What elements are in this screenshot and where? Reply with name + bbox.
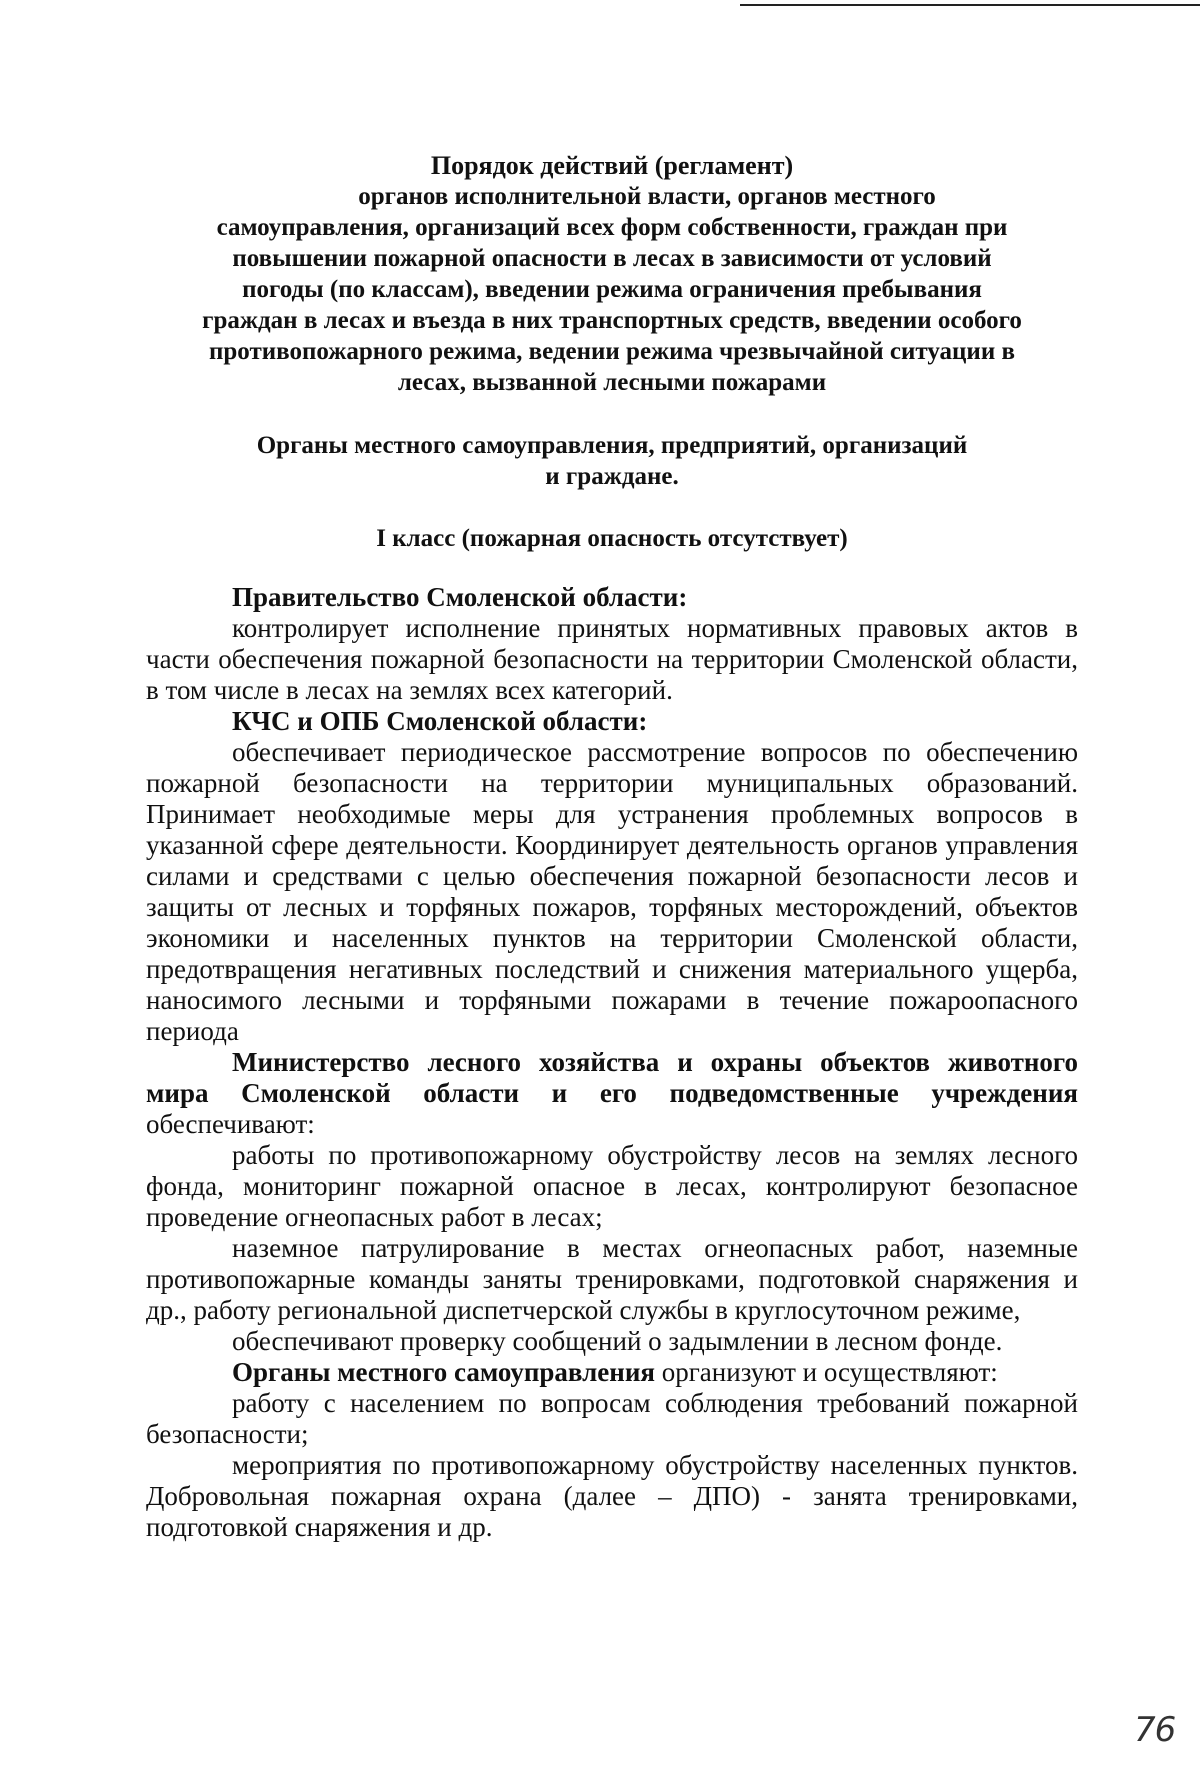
section-heading: Министерство лесного хозяйства и охраны объектов животного мира Смоленской области и его подведомственные учреждения: [146, 1047, 1078, 1108]
section-paragraph: обеспечивает периодическое рассмотрение вопросов по обеспечению пожарной безопасности на территории муниципальных образований. Принимает необходимые меры для устранения проблемных вопросов в указанной сфере деятельности. Координирует деятельность органов управления силами и средствами с целью обеспечения пожарной безопасности лесов и защиты от лесных и торфяных пожаров, торфяных месторождений, объектов экономики и населенных пунктов на территории Смоленской области, предотвращения негативных последствий и снижения материального ущерба, наносимого лесными и торфяными пожарами в течение пожароопасного периода: [146, 737, 1078, 1046]
document-page: [146, 150, 1078, 1543]
organizations-heading-line: Органы местного самоуправления, предприятий, организаций: [256, 432, 968, 459]
document-title: [146, 150, 1078, 398]
section-government: [146, 582, 1078, 706]
section-heading-tail: обеспечивают:: [146, 1109, 315, 1139]
scan-edge-line: [740, 4, 1200, 6]
title-line: самоуправления, организаций всех форм собственности, граждан при: [216, 214, 1008, 241]
title-line: граждан в лесах и въезда в них транспортных средств, введении особого: [202, 307, 1022, 334]
title-line: органов исполнительной власти, органов местного: [358, 183, 936, 210]
section-paragraph: работы по противопожарному обустройству лесов на землях лесного фонда, мониторинг пожарной опасное в лесах, контролируют безопасное проведение огнеопасных работ в лесах;: [146, 1140, 1078, 1232]
section-heading: Правительство Смоленской области:: [232, 582, 688, 612]
organizations-heading-line: и граждане.: [545, 463, 679, 490]
title-line: Порядок действий (регламент): [430, 151, 794, 180]
section-forestry-ministry: [146, 1047, 1078, 1357]
organizations-heading: [146, 430, 1078, 492]
section-heading-paragraph: [146, 1047, 1078, 1140]
title-line: лесах, вызванной лесными пожарами: [397, 369, 827, 396]
section-paragraph: наземное патрулирование в местах огнеопасных работ, наземные противопожарные команды заняты тренировками, подготовкой снаряжения и др., работу региональной диспетчерской службы в круглосуточном режиме,: [146, 1233, 1078, 1325]
class-heading: I класс (пожарная опасность отсутствует): [376, 525, 848, 552]
section-local-government: [146, 1357, 1078, 1543]
section-heading: КЧС и ОПБ Смоленской области:: [232, 706, 648, 736]
title-line: повышении пожарной опасности в лесах в зависимости от условий: [232, 245, 992, 272]
section-heading-tail: организуют и осуществляют:: [654, 1357, 998, 1387]
title-line: противопожарного режима, ведении режима чрезвычайной ситуации в: [208, 338, 1015, 365]
section-heading-paragraph: [146, 1357, 1078, 1388]
section-paragraph: контролирует исполнение принятых нормативных правовых актов в части обеспечения пожарной безопасности на территории Смоленской области, в том числе в лесах на землях всех категорий.: [146, 613, 1078, 705]
section-paragraph: работу с населением по вопросам соблюдения требований пожарной безопасности;: [146, 1388, 1078, 1449]
section-heading: Органы местного самоуправления: [232, 1357, 655, 1387]
page-number: 76: [1134, 1710, 1176, 1750]
section-kchs: [146, 706, 1078, 1047]
title-line: погоды (по классам), введении режима ограничения пребывания: [242, 276, 982, 303]
section-paragraph: мероприятия по противопожарному обустройству населенных пунктов. Добровольная пожарная охрана (далее – ДПО) - занята тренировками, подготовкой снаряжения и др.: [146, 1450, 1078, 1542]
section-paragraph: обеспечивают проверку сообщений о задымлении в лесном фонде.: [232, 1326, 1003, 1356]
